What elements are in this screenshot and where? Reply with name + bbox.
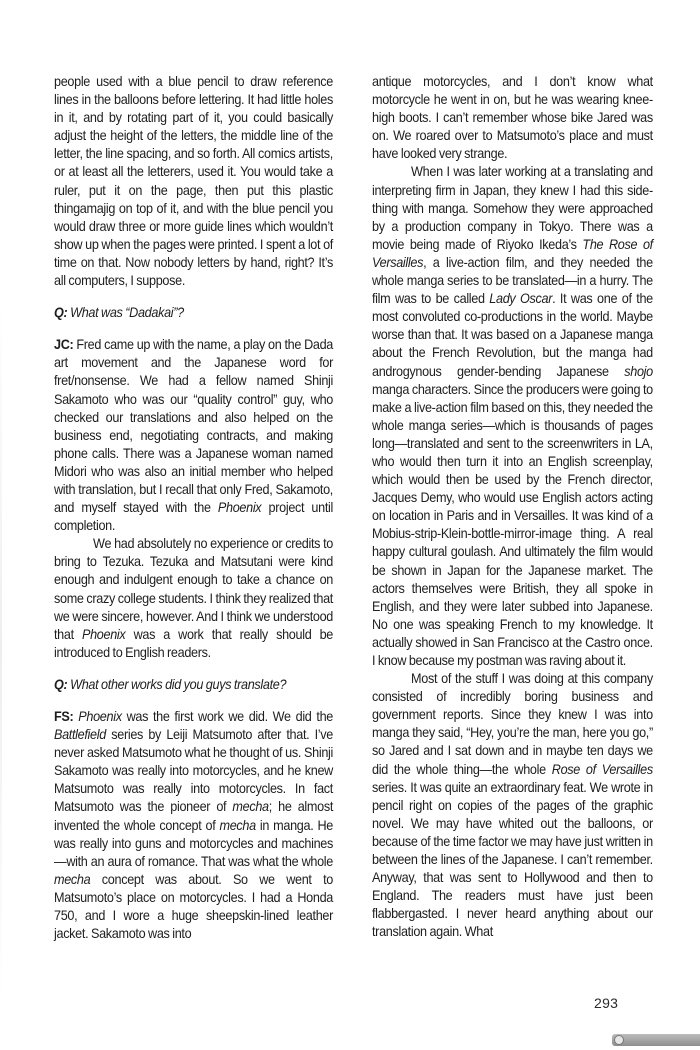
speaker-label: JC: [54, 337, 74, 353]
answer-text: series by Leiji Matsumoto after that. I’ve never asked Matsumoto what he thought of us. Shinji Sakamoto was really into motorcycles, and he knew Matsumoto was really into motorcycles. In fact Matsumoto was the pioneer of [54, 727, 333, 815]
paragraph: people used with a blue pencil to draw reference lines in the balloons before lettering. It had little holes in it, and by rotating part of it, you could basically adjust the height of the letters, the middle line of the letter, the line spacing, and so forth. All comics artists, or at least all the letterers, used it. You would take a ruler, put it on the page, then put this plastic thingamajig on top of it, and with the blue pencil you would draw three or more guide lines which wouldn’t show up when the pages were printed. I spent a lot of time on that. Now nobody letters by hand, right? It’s all computers, I suppose. [54, 74, 333, 289]
answer-text: concept was about. So we went to Matsumoto’s place on motorcycles. I had a Honda 750, and I wore a huge sheepskin-lined leather jacket. Sakamoto was into [54, 871, 333, 942]
interview-answer [54, 336, 333, 535]
interview-question [54, 676, 333, 694]
work-title: Phoenix [217, 500, 262, 516]
answer-text: was the first work we did. We did the [121, 709, 333, 724]
question-label: Q: [54, 676, 68, 692]
question-label: Q: [54, 305, 68, 321]
paragraph [372, 670, 653, 941]
answer-text: in manga. He was really into guns and motorcycles and machines—with an aura of romance. That was what the whole [54, 817, 333, 869]
left-column [54, 73, 333, 943]
work-title: Phoenix [81, 626, 126, 642]
paragraph [54, 535, 333, 662]
work-title: The Rose of Versailles [372, 236, 653, 270]
answer-text: ; he almost invented the whole concept of [54, 799, 334, 833]
work-title: Phoenix [78, 709, 122, 724]
paragraph-text: was a work that really should be introduced to English readers. [54, 626, 333, 660]
answer-text: Fred came up with the name, a play on the Dada art movement and the Japanese word for fret/nonsense. We had a fellow named Shinji Sakamoto who was our “quality control” guy, who checked our translations and also helped on the business end, negotiating contracts, and making phone calls. There was a Japanese woman named Midori who was also an initial member who helped with translation, but I recall that only Fred, Sakamoto, and myself stayed with the [54, 337, 333, 516]
scan-edge-shadow [0, 300, 2, 1000]
interview-answer [54, 708, 333, 943]
paragraph-text: Most of the stuff I was doing at this company consisted of incredibly boring business and government reports. Since they knew I was into manga they said, “Hey, you’re the man, here you go,” so Jared and I sat down and in maybe ten days we did the whole thing—the whole [372, 671, 653, 777]
question-text: What other works did you guys translate? [67, 676, 287, 692]
paragraph-text: When I was later working at a translating and interpreting firm in Japan, they knew I had this side-thing with manga. Somehow they were approached by a production company in Tokyo. There was a movie being made of Riyoko Ikeda’s [372, 164, 653, 252]
interview-question [54, 304, 333, 322]
page-number: 293 [594, 995, 619, 1011]
italic-term: mecha [219, 817, 256, 833]
paragraph-text: . It was one of the most convoluted co-productions in the world. Maybe worse than that. It was based on a Japanese manga about the French Revolution, but the manga had androgynous gender-bending Japanese [372, 291, 653, 379]
work-title: Lady Oscar [489, 291, 553, 307]
work-title: Rose of Versailles [551, 761, 653, 777]
work-title: Battlefield [54, 727, 106, 743]
speaker-label: FS: [54, 709, 74, 724]
right-column [372, 73, 653, 942]
paragraph-text: series. It was quite an extraordinary feat. We wrote in pencil right on copies of the pages of the graphic novel. We may have whited out the balloons, or because of the time factor we may have just written in between the lines of the Japanese. I can’t remember. Anyway, that was sent to Hollywood and then to England. The readers must have just been flabbergasted. I never heard anything about our translation again. What [372, 779, 653, 940]
question-text: What was “Dadakai”? [67, 305, 184, 321]
scan-watermark-tag [612, 1034, 700, 1046]
paragraph-text: , a live-action film, and they needed the whole manga series to be translated—in a hurry. The film was to be called [372, 254, 653, 307]
italic-term: shojo [624, 363, 653, 379]
paragraph-text: manga characters. Since the producers were going to make a live-action film based on this, they needed the whole manga series—which is thousands of pages long—translated and sent to the screenwriters in LA, who would then turn it into an English screenplay, which would then be used by the French director, Jacques Demy, who would use English actors acting on location in Paris and in Versailles. It was kind of a Mobius-strip-Klein-bottle-mirror-image thing. A real happy cultural goulash. And ultimately the film would be shown in Japan for the Japanese market. The actors themselves were British, they all spoke in English, and they were later subbed into Japanese. No one was speaking French to my knowledge. It actually showed in San Francisco at the Castro once. I know because my postman was raving about it. [372, 381, 653, 668]
answer-text: project until completion. [54, 500, 333, 534]
italic-term: mecha [232, 799, 269, 815]
disc-icon [614, 1035, 624, 1045]
paragraph-text: We had absolutely no experience or credits to bring to Tezuka. Tezuka and Matsutani were kind enough and indulgent enough to take a chance on some crazy college students. I think they realized that we were sincere, however. And I think we understood that [54, 536, 333, 642]
italic-term: mecha [54, 871, 91, 887]
paragraph [372, 163, 653, 670]
paragraph: antique motorcycles, and I don’t know what motorcycle he went in on, but he was wearing knee-high boots. I can’t remember whose bike Jared was on. We roared over to Matsumoto’s place and must have looked very strange. [372, 74, 653, 162]
